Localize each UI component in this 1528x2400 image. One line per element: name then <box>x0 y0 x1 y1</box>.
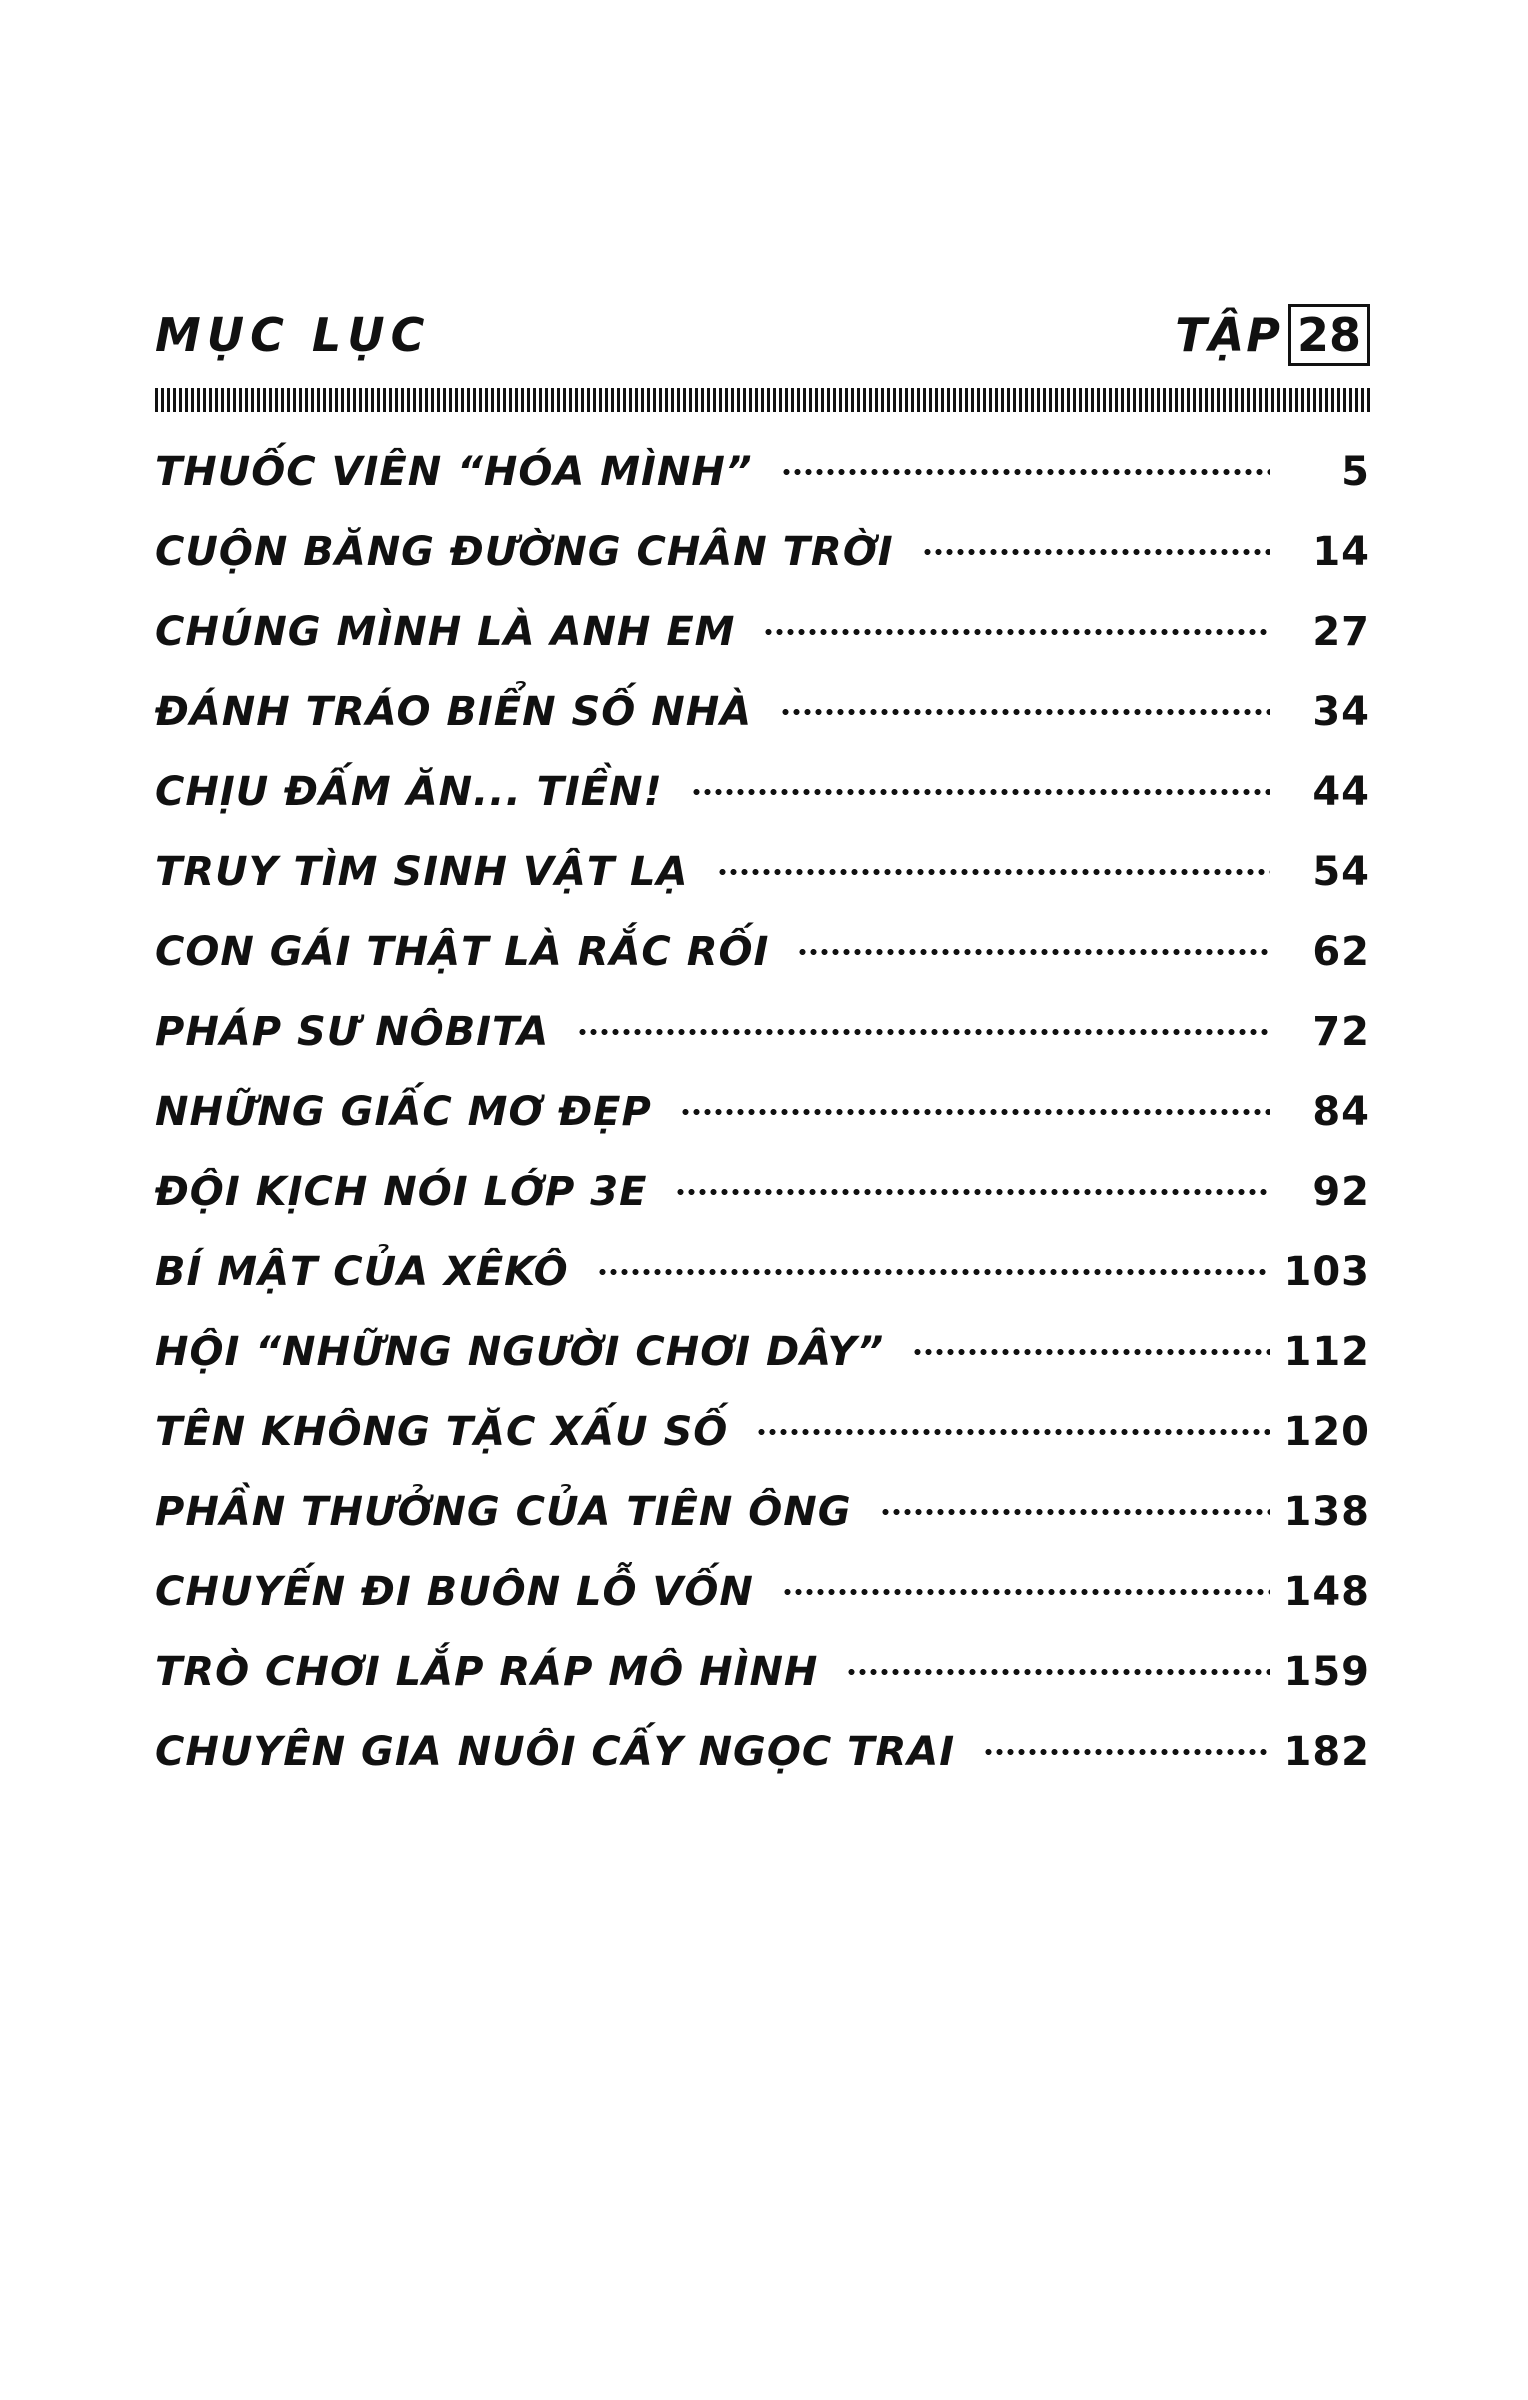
toc-entry-title: CON GÁI THẬT LÀ RẮC RỐI <box>155 929 770 975</box>
tick-divider <box>155 388 1370 412</box>
toc-entry-title: BÍ MẬT CỦA XÊKÔ <box>155 1249 569 1295</box>
toc-entry-title: TÊN KHÔNG TẶC XẤU SỐ <box>155 1409 729 1455</box>
toc-list <box>155 432 1370 1792</box>
toc-entry <box>155 592 1370 672</box>
toc-entry-page-number: 112 <box>1283 1329 1370 1375</box>
toc-entry <box>155 512 1370 592</box>
toc-entry-page-number: 72 <box>1312 1009 1370 1055</box>
dot-leader <box>577 1028 1270 1036</box>
toc-entry-page-number: 62 <box>1312 929 1370 975</box>
toc-entry-page-number: 54 <box>1312 849 1370 895</box>
toc-entry <box>155 1472 1370 1552</box>
dot-leader <box>782 1588 1270 1596</box>
toc-entry-title: HỘI “NHỮNG NGƯỜI CHƠI DÂY” <box>155 1329 885 1375</box>
volume-indicator <box>1175 304 1370 366</box>
dot-leader <box>912 1348 1270 1356</box>
toc-entry-page-number: 5 <box>1341 449 1370 495</box>
volume-label: TẬP <box>1175 308 1282 362</box>
dot-leader <box>880 1508 1270 1516</box>
toc-entry-page-number: 120 <box>1283 1409 1370 1455</box>
toc-entry <box>155 1072 1370 1152</box>
dot-leader <box>846 1668 1270 1676</box>
dot-leader <box>597 1268 1270 1276</box>
toc-entry-page-number: 148 <box>1283 1569 1370 1615</box>
toc-entry-page-number: 92 <box>1312 1169 1370 1215</box>
toc-entry-title: PHẦN THƯỞNG CỦA TIÊN ÔNG <box>155 1489 852 1535</box>
toc-entry <box>155 1312 1370 1392</box>
dot-leader <box>717 868 1271 876</box>
dot-leader <box>675 1188 1270 1196</box>
dot-leader <box>780 708 1270 716</box>
page-title: MỤC LỤC <box>155 308 431 362</box>
dot-leader <box>781 468 1270 476</box>
toc-entry-title: TRUY TÌM SINH VẬT LẠ <box>155 849 689 895</box>
dot-leader <box>983 1748 1270 1756</box>
toc-entry-page-number: 182 <box>1283 1729 1370 1775</box>
toc-entry-page-number: 159 <box>1283 1649 1370 1695</box>
toc-entry <box>155 1552 1370 1632</box>
dot-leader <box>922 548 1270 556</box>
toc-entry-title: ĐỘI KỊCH NÓI LỚP 3E <box>155 1169 648 1215</box>
toc-entry <box>155 1712 1370 1792</box>
toc-entry-title: PHÁP SƯ NÔBITA <box>155 1009 550 1055</box>
toc-entry <box>155 912 1370 992</box>
volume-number: 28 <box>1288 304 1370 366</box>
toc-entry-title: CHỊU ĐẤM ĂN... TIỀN! <box>155 769 663 815</box>
toc-entry-page-number: 84 <box>1312 1089 1370 1135</box>
toc-entry-title: ĐÁNH TRÁO BIỂN SỐ NHÀ <box>155 689 753 735</box>
toc-entry-title: THUỐC VIÊN “HÓA MÌNH” <box>155 449 753 495</box>
toc-entry <box>155 992 1370 1072</box>
toc-entry <box>155 672 1370 752</box>
toc-entry <box>155 1152 1370 1232</box>
toc-entry-title: CHUYẾN ĐI BUÔN LỖ VỐN <box>155 1569 754 1615</box>
toc-entry-title: CHÚNG MÌNH LÀ ANH EM <box>155 609 736 655</box>
dot-leader <box>797 948 1270 956</box>
toc-entry-title: CHUYÊN GIA NUÔI CẤY NGỌC TRAI <box>155 1729 956 1775</box>
toc-entry <box>155 752 1370 832</box>
toc-entry-page-number: 34 <box>1312 689 1370 735</box>
toc-entry <box>155 832 1370 912</box>
toc-entry-page-number: 44 <box>1312 769 1370 815</box>
toc-header <box>155 300 1370 370</box>
toc-entry-page-number: 14 <box>1312 529 1370 575</box>
toc-entry-page-number: 138 <box>1283 1489 1370 1535</box>
toc-entry-title: NHỮNG GIẤC MƠ ĐẸP <box>155 1089 652 1135</box>
toc-entry-title: TRÒ CHƠI LẮP RÁP MÔ HÌNH <box>155 1649 819 1695</box>
toc-entry-page-number: 27 <box>1312 609 1370 655</box>
toc-entry <box>155 1392 1370 1472</box>
toc-entry <box>155 432 1370 512</box>
toc-entry <box>155 1232 1370 1312</box>
toc-entry-page-number: 103 <box>1283 1249 1370 1295</box>
table-of-contents-page <box>155 300 1370 1792</box>
dot-leader <box>763 628 1270 636</box>
dot-leader <box>680 1108 1270 1116</box>
dot-leader <box>756 1428 1270 1436</box>
dot-leader <box>691 788 1270 796</box>
toc-entry-title: CUỘN BĂNG ĐƯỜNG CHÂN TRỜI <box>155 529 894 575</box>
toc-entry <box>155 1632 1370 1712</box>
